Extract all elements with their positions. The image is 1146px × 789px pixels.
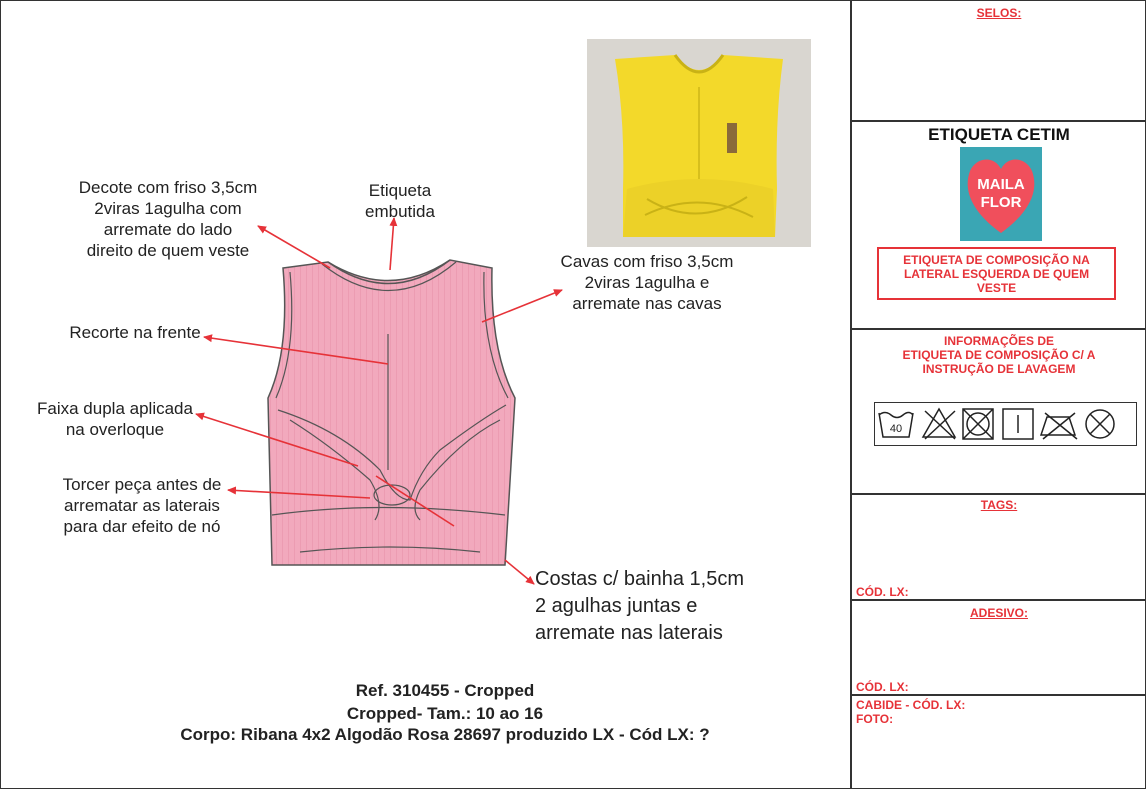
ref-line-1: Ref. 310455 - Cropped: [355, 681, 535, 700]
line-dry-icon: [1003, 409, 1033, 439]
care-symbols: [874, 402, 1137, 446]
section-divider: [852, 328, 1146, 330]
foto-label: FOTO:: [856, 712, 894, 726]
section-divider: [852, 599, 1146, 601]
cod-lx-tags: CÓD. LX:: [856, 585, 909, 599]
torcer-note: Torcer peça antes de arrematar as laterais para dar efeito de nó: [62, 475, 222, 536]
faixa-note: Faixa dupla aplicada na overloque: [37, 399, 193, 439]
composicao-box: ETIQUETA DE COMPOSIÇÃO NA LATERAL ESQUERDA DE QUEM VESTE: [877, 247, 1116, 300]
sidebar-divider: [850, 0, 852, 789]
ref-line-2: Cropped- Tam.: 10 ao 16: [346, 704, 544, 723]
recorte-note: Recorte na frente: [69, 323, 201, 342]
adesivo-heading: ADESIVO:: [969, 606, 1028, 620]
maila-flor-logo: [960, 147, 1042, 241]
tank-top-body: [268, 260, 515, 565]
etiqueta-note: Etiqueta embutida: [365, 181, 435, 221]
section-divider: [852, 120, 1146, 122]
selos-heading: SELOS:: [976, 6, 1022, 20]
cavas-note: Cavas com friso 3,5cm 2viras 1agulha e arremate nas cavas: [560, 252, 734, 313]
tags-heading: TAGS:: [980, 498, 1018, 512]
decote-note: Decote com friso 3,5cm 2viras 1agulha com arremate do lado direito de quem veste: [78, 178, 258, 260]
svg-text:40: 40: [889, 423, 903, 435]
product-photo: [587, 39, 811, 247]
no-iron-icon: [1041, 413, 1077, 439]
no-tumble-dry-icon: [963, 409, 993, 439]
costas-note: Costas c/ bainha 1,5cm 2 agulhas juntas e arremate nas laterais: [535, 568, 744, 644]
etiqueta-cetim-title: ETIQUETA CETIM: [928, 125, 1070, 144]
informacoes-heading: INFORMAÇÕES DE ETIQUETA DE COMPOSIÇÃO C/ A INSTRUÇÃO DE LAVAGEM: [902, 334, 1096, 376]
cabide-label: CABIDE - CÓD. LX:: [856, 698, 966, 712]
svg-text:FLOR: FLOR: [980, 194, 1022, 211]
no-dry-clean-icon: [1086, 410, 1114, 438]
section-divider: [852, 493, 1146, 495]
no-bleach-icon: [923, 409, 955, 439]
cod-lx-adesivo: CÓD. LX:: [856, 680, 909, 694]
ref-line-3: Corpo: Ribana 4x2 Algodão Rosa 28697 produzido LX - Cód LX: ?: [180, 725, 710, 744]
svg-text:MAILA: MAILA: [977, 176, 1025, 193]
wash-40-icon: [879, 413, 913, 438]
section-divider: [852, 694, 1146, 696]
